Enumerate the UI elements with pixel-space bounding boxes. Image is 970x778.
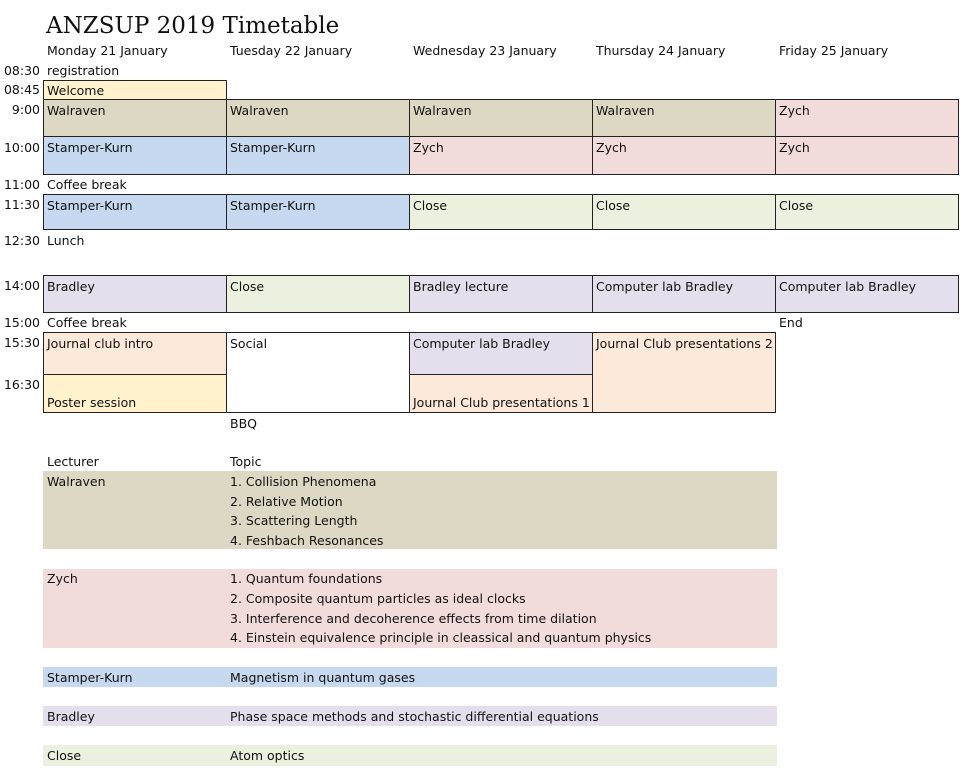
legend-close-band [43, 745, 777, 766]
bbq-label: BBQ [230, 416, 257, 431]
legend-walraven-name: Walraven [47, 474, 106, 489]
time-1400: 14:00 [3, 278, 40, 293]
day-header-wednesday: Wednesday 23 January [413, 43, 557, 58]
registration: registration [47, 63, 120, 78]
session-tue-1530: Social [226, 332, 410, 413]
session-fri-1400: Computer lab Bradley [775, 275, 959, 313]
session-wed-1000: Zych [409, 136, 593, 175]
coffee-break-pm: Coffee break [47, 315, 127, 330]
session-welcome: Welcome [43, 80, 227, 100]
time-1630: 16:30 [3, 377, 40, 392]
time-0845: 08:45 [3, 82, 40, 97]
session-wed-1530: Computer lab Bradley [409, 332, 593, 375]
end-label: End [779, 315, 803, 330]
time-1530: 15:30 [3, 335, 40, 350]
legend-zych-topic: 1. Quantum foundations [230, 571, 383, 586]
legend-close-topic: Atom optics [230, 748, 305, 763]
session-fri-0900: Zych [775, 99, 959, 137]
time-1000: 10:00 [3, 140, 40, 155]
time-1500: 15:00 [3, 315, 40, 330]
session-thu-1000: Zych [592, 136, 776, 175]
coffee-break-am: Coffee break [47, 177, 127, 192]
session-mon-1400: Bradley [43, 275, 227, 313]
session-mon-0900: Walraven [43, 99, 227, 137]
legend-walraven-topic: 1. Collision Phenomena [230, 474, 377, 489]
session-wed-1400: Bradley lecture [409, 275, 593, 313]
page-title: ANZSUP 2019 Timetable [46, 13, 340, 39]
legend-topic-header: Topic [230, 454, 262, 469]
legend-walraven-topic: 4. Feshbach Resonances [230, 533, 384, 548]
day-header-monday: Monday 21 January [47, 43, 168, 58]
time-0900: 9:00 [11, 102, 40, 117]
session-tue-0900: Walraven [226, 99, 410, 137]
time-1100: 11:00 [3, 177, 40, 192]
lunch: Lunch [47, 233, 85, 248]
legend-stamper-kurn-name: Stamper-Kurn [47, 670, 133, 685]
time-1230: 12:30 [3, 233, 40, 248]
session-tue-1130: Stamper-Kurn [226, 194, 410, 230]
legend-bradley-topic: Phase space methods and stochastic differential equations [230, 709, 599, 724]
session-thu-1130: Close [592, 194, 776, 230]
session-mon-1000: Stamper-Kurn [43, 136, 227, 175]
day-header-thursday: Thursday 24 January [596, 43, 726, 58]
session-thu-1400: Computer lab Bradley [592, 275, 776, 313]
legend-zych-topic: 4. Einstein equivalence principle in cleassical and quantum physics [230, 630, 652, 645]
legend-walraven-topic: 2. Relative Motion [230, 494, 343, 509]
legend-bradley-name: Bradley [47, 709, 95, 724]
session-wed-0900: Walraven [409, 99, 593, 137]
legend-stamper-kurn-topic: Magnetism in quantum gases [230, 670, 416, 685]
day-header-friday: Friday 25 January [779, 43, 889, 58]
session-mon-1130: Stamper-Kurn [43, 194, 227, 230]
session-wed-1630: Journal Club presentations 1 [409, 374, 593, 413]
legend-walraven-topic: 3. Scattering Length [230, 513, 358, 528]
session-fri-1000: Zych [775, 136, 959, 175]
session-mon-1530: Journal club intro [43, 332, 227, 375]
legend-close-name: Close [47, 748, 82, 763]
session-thu-1530: Journal Club presentations 2 [592, 332, 776, 413]
session-tue-1400: Close [226, 275, 410, 313]
legend-lecturer-header: Lecturer [47, 454, 99, 469]
session-mon-1630: Poster session [43, 374, 227, 413]
session-thu-0900: Walraven [592, 99, 776, 137]
session-fri-1130: Close [775, 194, 959, 230]
session-tue-1000: Stamper-Kurn [226, 136, 410, 175]
legend-walraven-band [43, 471, 777, 549]
session-wed-1130: Close [409, 194, 593, 230]
time-0830: 08:30 [3, 63, 40, 78]
time-1130: 11:30 [3, 197, 40, 212]
legend-zych-topic: 2. Composite quantum particles as ideal clocks [230, 591, 526, 606]
day-header-tuesday: Tuesday 22 January [230, 43, 353, 58]
legend-zych-topic: 3. Interference and decoherence effects from time dilation [230, 611, 597, 626]
legend-zych-name: Zych [47, 571, 78, 586]
